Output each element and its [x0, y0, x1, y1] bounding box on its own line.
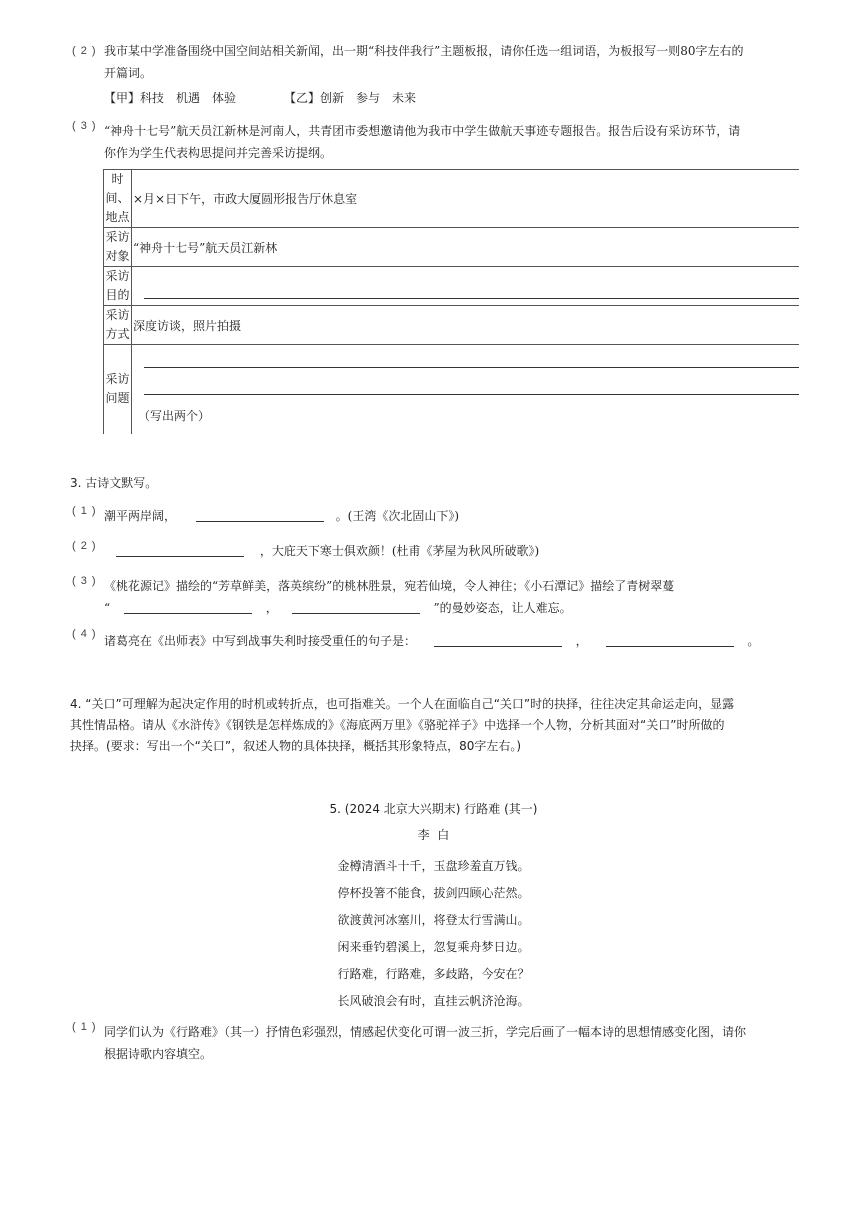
poem-line: 停杯投箸不能食，拔剑四顾心茫然。 — [337, 886, 530, 900]
recitation-item — [104, 630, 759, 652]
question-text — [104, 1021, 804, 1065]
question-text — [104, 40, 804, 84]
question-text — [104, 120, 804, 164]
recitation-item — [104, 505, 459, 527]
question-number: ( 2 ) — [72, 45, 97, 57]
poem-body — [0, 853, 867, 1015]
question-line: 《桃花源记》描绘的“芳草鲜美，落英缤纷”的桃林胜景，宛若仙境，令人神往；《小石潭记》描绘了青树翠蔓 — [104, 579, 675, 593]
row-label-subject: 采访对象 — [104, 228, 132, 267]
row-label-time-place: 时间、地点 — [104, 170, 132, 228]
answer-line-1[interactable] — [144, 345, 799, 368]
question-number: ( 2 ) — [72, 540, 97, 552]
table-row — [104, 170, 800, 228]
row-label-method: 采访方式 — [104, 306, 132, 345]
table-row — [104, 228, 800, 267]
question-line: 同学们认为《行路难》（其一）抒情色彩强烈，情感起伏变化可谓一波三折，学完后画了一幅本诗的思想情感变化图，请你 — [104, 1025, 747, 1039]
quote-mark: “ — [104, 601, 111, 615]
poem-line: 长风破浪会有时，直挂云帆济沧海。 — [337, 994, 530, 1008]
poem-line: 金樽清酒斗十千，玉盘珍羞直万钱。 — [337, 859, 530, 873]
question-line: 你作为学生代表构思提问并完善采访提纲。 — [104, 146, 333, 160]
question-line: 开篇词。 — [104, 66, 153, 80]
recitation-item — [104, 575, 804, 619]
verse-text: 诸葛亮在《出师表》中写到战事失利时接受重任的句子是： — [104, 634, 417, 648]
question-line: 4. “关口”可理解为起决定作用的时机或转折点，也可指难关。一个人在面临自己“关口”时的抉择，往往决定其命运走向，显露 — [70, 697, 735, 711]
option-a: 【甲】科技 机遇 体验 — [104, 91, 237, 105]
verse-text: 潮平两岸阔， — [104, 509, 177, 523]
interview-outline-table — [103, 169, 799, 434]
fill-blank[interactable] — [292, 601, 420, 614]
question-line: 抉择。(要求：写出一个“关口”，叙述人物的具体抉择，概括其形象特点，80字左右。) — [70, 739, 522, 753]
table-row — [104, 345, 800, 434]
poem-line: 闲来垂钓碧溪上，忽复乘舟梦日边。 — [337, 940, 530, 954]
essay-question — [70, 694, 800, 757]
row-value-purpose[interactable] — [132, 267, 800, 306]
poem-title: 5. (2024 北京大兴期末) 行路难 (其一) — [329, 802, 538, 816]
option-b: 【乙】创新 参与 未来 — [284, 91, 417, 105]
row-value-questions[interactable] — [132, 345, 800, 434]
recitation-item — [104, 540, 539, 562]
verse-text: ，大庇天下寒士俱欢颜！(杜甫《茅屋为秋风所破歌》) — [259, 544, 540, 558]
fill-blank[interactable] — [606, 634, 734, 647]
row-label-questions: 采访问题 — [104, 345, 132, 434]
row-value-subject: “神舟十七号”航天员江新林 — [132, 228, 800, 267]
fill-blank[interactable] — [124, 601, 252, 614]
question-line — [104, 597, 804, 619]
fill-blank[interactable] — [196, 509, 324, 522]
comma: ， — [575, 634, 588, 648]
section-heading: 3. 古诗文默写。 — [70, 476, 158, 490]
poem-author: 李 白 — [417, 828, 450, 842]
row-label-purpose: 采访目的 — [104, 267, 132, 306]
question-number: ( 3 ) — [72, 120, 97, 132]
answer-line[interactable] — [144, 274, 799, 299]
comma: ， — [265, 601, 278, 615]
fill-blank[interactable] — [116, 544, 244, 557]
poem-line: 欲渡黄河冰塞川，将登太行雪满山。 — [337, 913, 530, 927]
question-number: ( 3 ) — [72, 575, 97, 587]
question-line: 其性情品格。请从《水浒传》《钢铁是怎样炼成的》《海底两万里》《骆驼祥子》中选择一个人物，分析其面对“关口”时所做的 — [70, 718, 725, 732]
verse-text: 。(王湾《次北固山下》) — [335, 509, 460, 523]
fill-blank[interactable] — [434, 634, 562, 647]
question-line: 我市某中学准备围绕中国空间站相关新闻，出一期“科技伴我行”主题板报，请你任选一组词语，为板报写一则80字左右的 — [104, 44, 744, 58]
period: 。 — [747, 634, 760, 648]
write-two-note: （写出两个） — [138, 409, 211, 423]
answer-line-2[interactable] — [144, 368, 799, 395]
row-value-time-place: ×月×日下午，市政大厦圆形报告厅休息室 — [132, 170, 800, 228]
question-line: “神舟十七号”航天员江新林是河南人，共青团市委想邀请他为我市中学生做航天事迹专题报告。报告后设有采访环节，请 — [104, 124, 741, 138]
question-number: ( 1 ) — [72, 1021, 97, 1033]
poem-line: 行路难，行路难，多歧路，今安在？ — [337, 967, 530, 981]
question-number: ( 4 ) — [72, 628, 97, 640]
question-line: 根据诗歌内容填空。 — [104, 1047, 213, 1061]
row-value-method: 深度访谈，照片拍摄 — [132, 306, 800, 345]
table-row — [104, 267, 800, 306]
table-row — [104, 306, 800, 345]
verse-text: ”的曼妙姿态，让人难忘。 — [433, 601, 572, 615]
question-number: ( 1 ) — [72, 505, 97, 517]
